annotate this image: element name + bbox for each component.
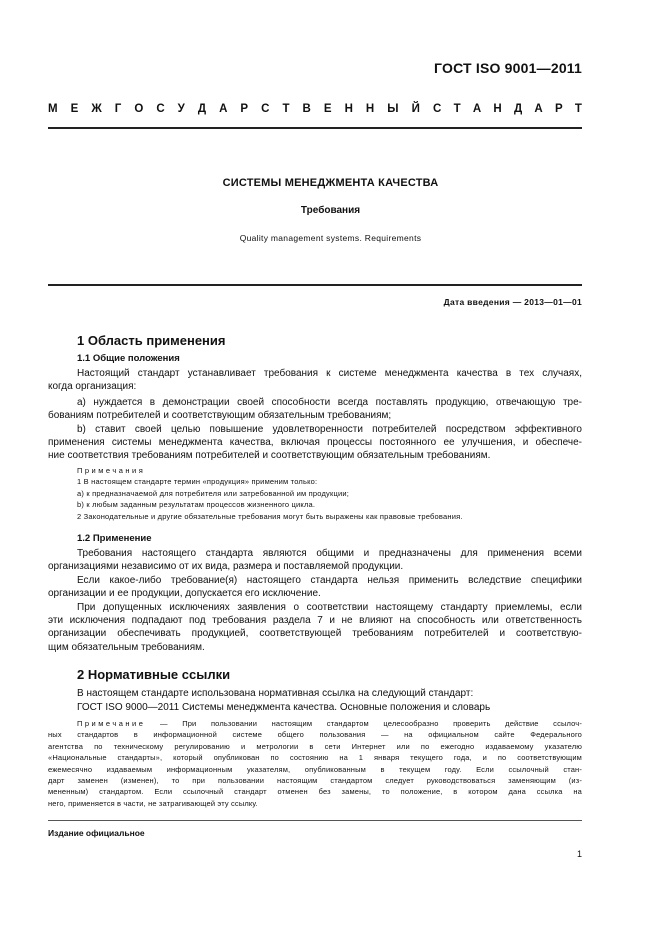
notes-block bbox=[77, 465, 582, 522]
heading-letter: Н bbox=[365, 103, 375, 115]
paragraph-scope-intro bbox=[48, 367, 582, 393]
text-line: организациями независимо от их вида, размера и поставляемой продукции. bbox=[48, 561, 404, 573]
note-item: 2 Законодательные и другие обязательные требования могут быть выражены как правовые требования. bbox=[77, 511, 463, 521]
text-line: b) ставит своей целью повышение удовлетворенности потребителей посредством эффективного bbox=[77, 424, 582, 435]
edition-label: Издание официальное bbox=[48, 828, 145, 838]
text-line: ных стандартов в информационной системе общего пользования — на официальном сайте Федерального bbox=[48, 730, 582, 740]
heading-letter: А bbox=[472, 103, 482, 115]
heading-letter: Ы bbox=[387, 103, 399, 115]
notes-label: Примечания bbox=[77, 466, 146, 475]
text-line: щим обязательным требованиям. bbox=[48, 641, 205, 653]
text-line: дарт заменен (изменен), то при пользовании настоящим стандартом следует руководствоваться заменяющим (из- bbox=[48, 776, 582, 786]
document-title: СИСТЕМЫ МЕНЕДЖМЕНТА КАЧЕСТВА bbox=[222, 177, 439, 189]
text-line: Если какое-либо требование(я) настоящего стандарта нельзя применить вследствие специфики bbox=[77, 575, 582, 586]
heading-letter: Р bbox=[240, 103, 249, 115]
heading-letter: С bbox=[156, 103, 165, 115]
heading-letter: Т bbox=[453, 103, 461, 115]
paragraph-scope-b bbox=[48, 423, 582, 463]
heading-letter: Н bbox=[344, 103, 353, 115]
text-line: организации обеспечивать продукцией, соответствующей требованиям потребителей и соответствую- bbox=[48, 628, 582, 640]
heading-letter: Р bbox=[554, 103, 563, 115]
paragraph-application-3 bbox=[48, 601, 582, 654]
interstate-standard-heading bbox=[48, 103, 582, 115]
page-number: 1 bbox=[576, 849, 582, 859]
heading-letter: С bbox=[433, 103, 442, 115]
text-line: При допущенных исключениях заявления о соответствии настоящему стандарту приемлемы, если bbox=[77, 602, 582, 613]
section-1-2-heading: 1.2 Применение bbox=[77, 533, 152, 544]
heading-letter: Т bbox=[282, 103, 290, 115]
text-line bbox=[48, 718, 582, 729]
heading-letter: М bbox=[48, 103, 58, 115]
heading-letter: А bbox=[219, 103, 228, 115]
text-line: Настоящий стандарт устанавливает требования к системе менеджмента качества в тех случаях, bbox=[77, 368, 582, 379]
note-label: Примечание bbox=[77, 719, 146, 728]
paragraph-references-1 bbox=[48, 687, 582, 700]
heading-letter: Н bbox=[493, 103, 502, 115]
paragraph-scope-a bbox=[48, 396, 582, 422]
heading-letter: У bbox=[177, 103, 185, 115]
section-1-heading: 1 Область применения bbox=[77, 333, 226, 348]
text-line: бованиям потребителей и соответствующим обязательным требованиям; bbox=[48, 410, 392, 422]
text-line: организации и ее продукции, допускается его исключение. bbox=[48, 588, 321, 600]
text-line: Требования настоящего стандарта являются общими и предназначены для применения всеми bbox=[77, 548, 582, 559]
heading-letter: С bbox=[261, 103, 270, 115]
top-divider bbox=[48, 127, 582, 129]
heading-letter: Й bbox=[411, 103, 420, 115]
document-number: ГОСТ ISO 9001—2011 bbox=[434, 60, 582, 76]
note-item: a) к предназначаемой для потребителя или затребованной им продукции; bbox=[77, 488, 350, 498]
heading-letter: Е bbox=[323, 103, 332, 115]
text-line: ние соответствия требованиям потребителей и соответствующим обязательным требованиям. bbox=[48, 450, 491, 462]
section-1-1-heading: 1.1 Общие положения bbox=[77, 353, 180, 364]
heading-letter: В bbox=[302, 103, 311, 115]
note-item: b) к любым заданным результатам процессов жизненного цикла. bbox=[77, 500, 316, 510]
reference-item: ГОСТ ISO 9000—2011 Системы менеджмента качества. Основные положения и словарь bbox=[77, 702, 491, 713]
heading-letter: Т bbox=[574, 103, 582, 115]
text-line: применения системы менеджмента качества, включая процессы постоянного ее улучшения, и обеспече- bbox=[48, 437, 582, 449]
heading-letter: Д bbox=[197, 103, 207, 115]
heading-letter: О bbox=[134, 103, 144, 115]
paragraph-references-2 bbox=[48, 701, 582, 714]
text-line: а) нуждается в демонстрации своей способности всегда поставлять продукцию, отвечающую тре- bbox=[77, 397, 582, 408]
interstate-word bbox=[48, 103, 420, 115]
title-divider bbox=[48, 284, 582, 286]
paragraph-application-2 bbox=[48, 574, 582, 600]
heading-letter: Е bbox=[70, 103, 79, 115]
text-line: него, применяется в части, не затрагивающей эту ссылку. bbox=[48, 798, 258, 808]
document-subtitle: Требования bbox=[300, 205, 361, 216]
note-text: — При пользовании настоящим стандартом целесообразно проверить действие ссылоч- bbox=[159, 719, 582, 728]
heading-letter: Г bbox=[114, 103, 122, 115]
text-line: агентства по техническому регулированию и метрологии в сети Интернет или по ежегодно издаваемому указателю bbox=[48, 741, 582, 751]
text-line: мененным) стандартом. Если ссылочный стандарт отменен без замены, то положение, в котором дана ссылка на bbox=[48, 787, 582, 797]
text-line: когда организация: bbox=[48, 381, 137, 393]
text-line: В настоящем стандарте использована нормативная ссылка на следующий стандарт: bbox=[77, 688, 474, 699]
references-note bbox=[48, 718, 582, 809]
text-line: эти исключения подпадают под требования раздела 7 и не влияют на способность или ответственность bbox=[48, 615, 582, 627]
standard-word bbox=[433, 103, 582, 115]
heading-letter: Д bbox=[513, 103, 523, 115]
english-title: Quality management systems. Requirements bbox=[239, 233, 422, 243]
note-item: 1 В настоящем стандарте термин «продукция» применим только: bbox=[77, 477, 318, 487]
heading-letter: Ж bbox=[91, 103, 102, 115]
paragraph-application-1 bbox=[48, 547, 582, 573]
introduction-date: Дата введения — 2013—01—01 bbox=[443, 297, 582, 307]
footer-divider bbox=[48, 820, 582, 821]
section-2-heading: 2 Нормативные ссылки bbox=[77, 667, 231, 682]
text-line: «Национальные стандарты», который опубликован по состоянию на 1 января текущего года, и по соответствующим bbox=[48, 753, 582, 763]
text-line: ежемесячно издаваемым информационным указателям, опубликованным в текущем году. Если ссылочный стан- bbox=[48, 764, 582, 774]
heading-letter: А bbox=[534, 103, 543, 115]
